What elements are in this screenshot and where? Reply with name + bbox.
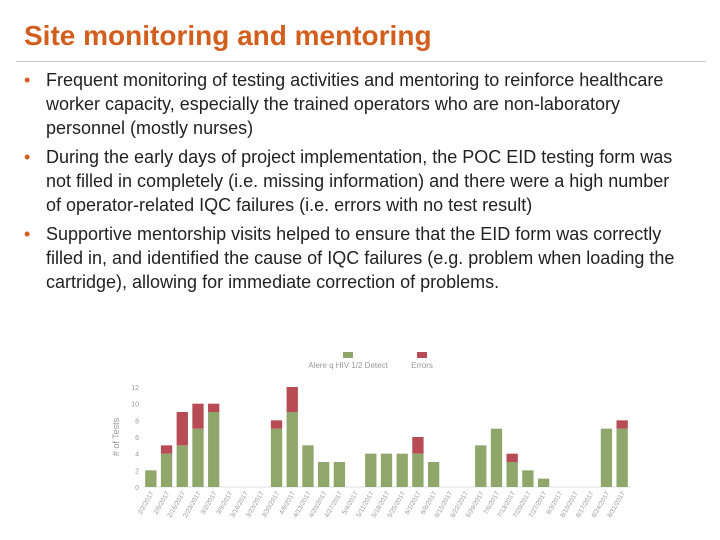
bar-errors-4 <box>192 404 203 429</box>
y-tick-label-3: 4 <box>135 451 139 459</box>
x-tick-label-9: 3/30/2017 <box>260 490 282 520</box>
x-tick-label-31: 8/31/2017 <box>606 490 627 520</box>
bar-detect-22 <box>475 445 486 487</box>
bullet-dot-icon: • <box>24 147 31 167</box>
bar-detect-15 <box>365 454 376 487</box>
bar-errors-31 <box>616 420 627 428</box>
x-tick-label-23: 7/6/2017 <box>482 490 502 516</box>
bar-detect-9 <box>271 429 282 487</box>
bar-errors-18 <box>412 437 423 454</box>
bar-detect-31 <box>616 429 627 487</box>
bar-detect-3 <box>177 445 188 487</box>
bar-detect-24 <box>507 462 518 487</box>
x-tick-label-7: 3/16/2017 <box>229 490 250 520</box>
x-tick-label-3: 2/16/2017 <box>166 490 188 520</box>
legend-label-2: Errors <box>411 361 433 370</box>
x-tick-label-28: 8/10/2017 <box>559 490 580 520</box>
x-tick-label-4: 2/23/2017 <box>182 490 203 520</box>
bar-detect-26 <box>538 479 549 487</box>
x-tick-label-8: 3/23/2017 <box>245 490 266 520</box>
x-tick-label-13: 4/27/2017 <box>323 490 345 520</box>
bar-detect-19 <box>428 462 439 487</box>
x-tick-label-18: 6/1/2017 <box>403 490 423 516</box>
x-tick-label-22: 6/29/2017 <box>464 490 486 520</box>
x-tick-label-1: 2/2/2017 <box>136 490 156 516</box>
x-tick-label-16: 5/18/2017 <box>370 490 392 520</box>
bar-errors-5 <box>208 404 219 412</box>
bar-detect-23 <box>491 429 502 487</box>
x-tick-label-17: 5/25/2017 <box>386 490 407 520</box>
x-tick-label-2: 2/9/2017 <box>152 490 172 516</box>
bar-detect-12 <box>318 462 329 487</box>
bar-detect-1 <box>145 470 156 487</box>
x-tick-label-14: 5/4/2017 <box>341 490 360 516</box>
bar-detect-5 <box>208 412 219 487</box>
x-tick-label-10: 4/6/2017 <box>278 490 297 516</box>
bullet-text-2: During the early days of project implementation, the POC EID testing form was not filled in completely (i.e. missing information) and there were a high number of operator-related IQC failures (i.e. errors with no test result) <box>46 147 673 215</box>
x-tick-label-25: 7/20/2017 <box>512 490 533 520</box>
bar-errors-24 <box>507 454 518 462</box>
x-tick-label-12: 4/20/2017 <box>307 490 329 520</box>
legend-swatch-2 <box>417 352 427 358</box>
bar-detect-10 <box>287 412 298 487</box>
x-tick-label-27: 8/3/2017 <box>545 490 565 516</box>
bar-detect-18 <box>412 454 423 487</box>
bar-detect-25 <box>522 470 533 487</box>
x-tick-label-24: 7/13/2017 <box>496 490 517 520</box>
bar-detect-11 <box>302 445 313 487</box>
y-tick-label-4: 6 <box>135 435 139 442</box>
bar-detect-4 <box>192 429 203 487</box>
y-tick-label-7: 12 <box>131 385 139 392</box>
bar-errors-2 <box>161 445 172 453</box>
x-tick-label-26: 7/27/2017 <box>527 490 549 520</box>
bullet-dot-icon: • <box>24 70 31 90</box>
x-tick-label-15: 5/11/2017 <box>355 490 376 519</box>
x-tick-label-21: 6/22/2017 <box>449 490 470 520</box>
y-tick-label-1: 0 <box>135 485 139 492</box>
bar-errors-3 <box>177 412 188 445</box>
bullet-text-3: Supportive mentorship visits helped to ensure that the EID form was correctly filled in, and identified the cause of IQC failures (e.g. problem when loading the cartridge), allowing for immediate correction of problems. <box>46 224 675 292</box>
bar-detect-13 <box>334 462 345 487</box>
y-axis-label: # of Tests <box>111 417 121 457</box>
bullet-text-1: Frequent monitoring of testing activities and mentoring to reinforce healthcare worker capacity, especially the trained operators who are non-laboratory personnel (mostly nurses) <box>46 70 664 138</box>
bar-detect-16 <box>381 454 392 487</box>
bar-detect-17 <box>397 454 408 487</box>
bar-detect-30 <box>601 429 612 487</box>
x-tick-label-5: 3/2/2017 <box>199 490 219 516</box>
slide-title: Site monitoring and mentoring <box>24 20 432 51</box>
stacked-bar-chart <box>105 347 645 535</box>
y-tick-label-5: 8 <box>135 418 139 426</box>
y-tick-label-2: 2 <box>135 468 139 476</box>
title-divider <box>16 61 706 62</box>
bullet-list <box>24 68 684 299</box>
x-tick-label-29: 8/17/2017 <box>574 490 596 520</box>
legend-label-1: Alere q HIV 1/2 Detect <box>308 361 388 370</box>
x-tick-label-30: 8/24/2017 <box>590 490 612 520</box>
x-tick-label-11: 4/13/2017 <box>292 490 313 520</box>
y-tick-label-6: 10 <box>131 401 139 409</box>
x-tick-label-19: 6/8/2017 <box>419 490 439 516</box>
x-tick-label-20: 6/15/2017 <box>433 490 455 520</box>
x-tick-label-6: 3/9/2017 <box>215 490 235 516</box>
bar-errors-9 <box>271 420 282 428</box>
bullet-dot-icon: • <box>24 224 31 244</box>
bullet-item-2 <box>24 145 684 217</box>
bullet-item-3 <box>24 222 684 294</box>
legend-swatch-1 <box>343 352 353 358</box>
bar-errors-10 <box>287 387 298 412</box>
bar-detect-2 <box>161 454 172 487</box>
bullet-item-1 <box>24 68 684 140</box>
